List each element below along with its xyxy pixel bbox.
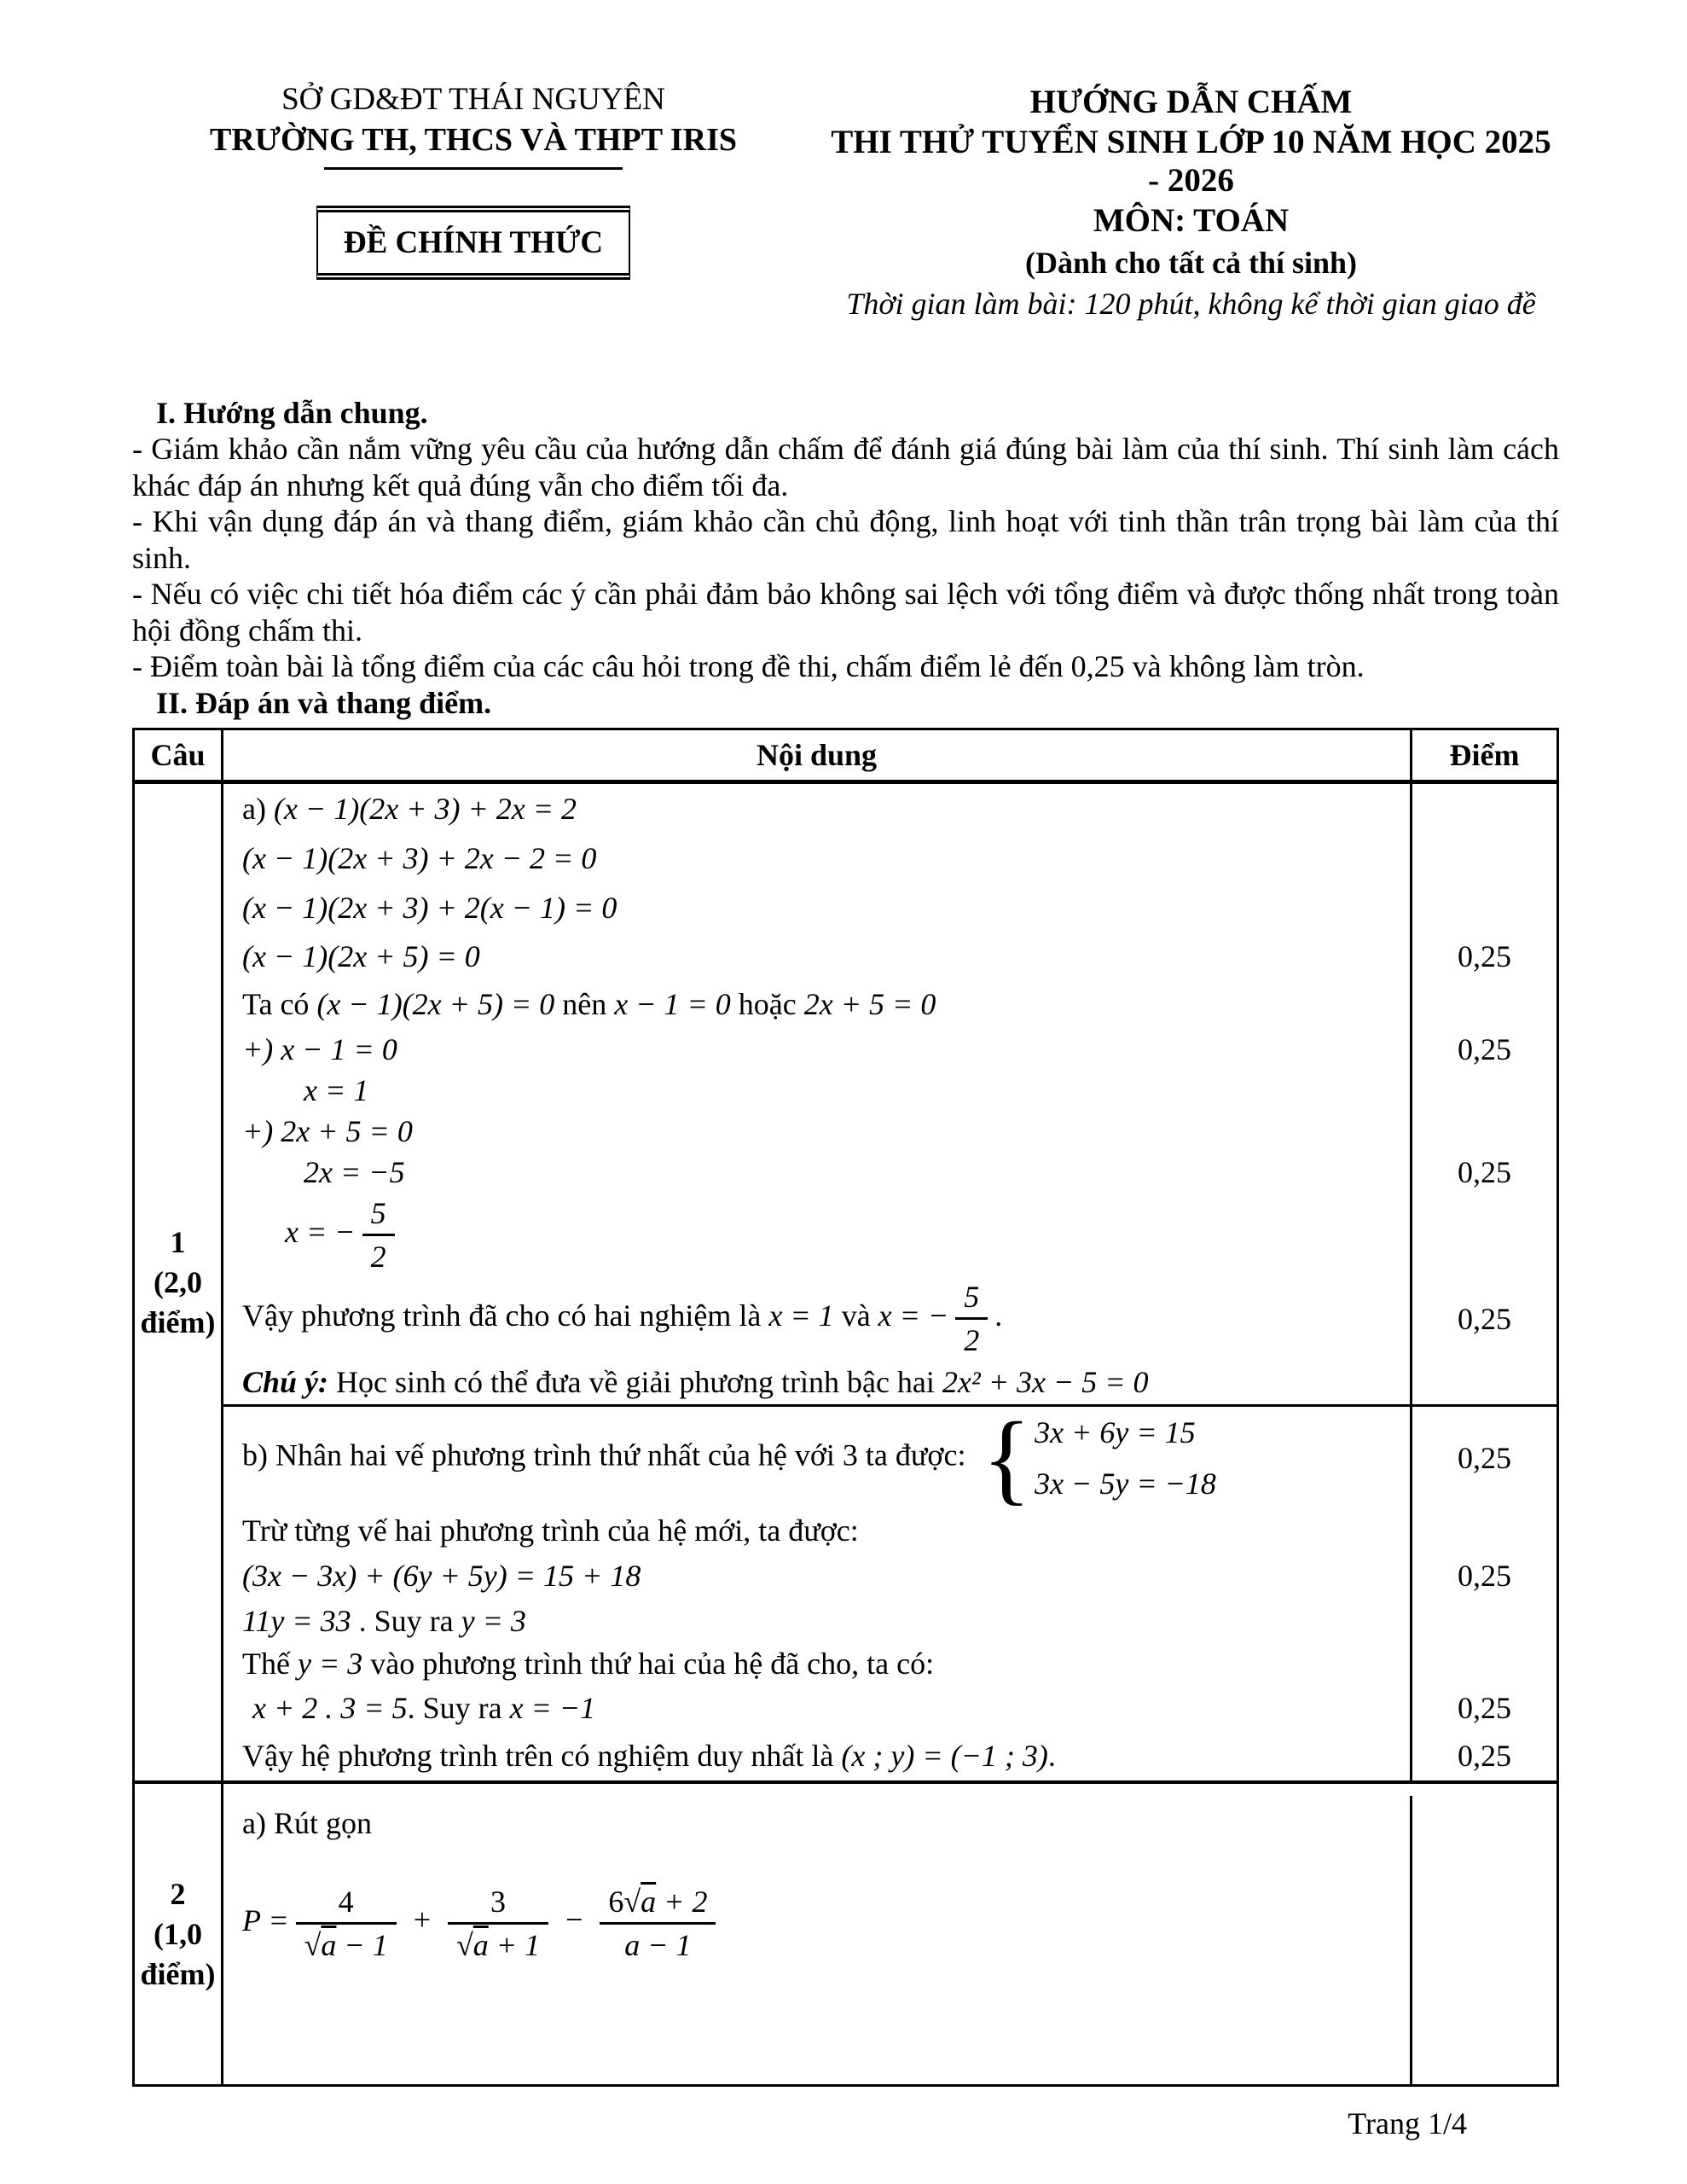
guide-paragraph: - Điểm toàn bài là tổng điểm của các câu hỏi trong đề thi, chấm điểm lẻ đến 0,25 và không làm tròn. xyxy=(132,649,1365,684)
solution-line xyxy=(223,932,1557,980)
fraction-numerator: 3 xyxy=(448,1884,548,1925)
score-cell xyxy=(1410,1995,1557,2084)
math-text: 2x + 5 = 0 xyxy=(803,987,936,1022)
score-cell xyxy=(1410,1153,1557,1192)
question-points: điểm) xyxy=(140,1304,216,1339)
question-number: 2 xyxy=(170,1877,186,1912)
solution-line xyxy=(223,1995,1557,2084)
guide-paragraph: - Nếu có việc chi tiết hóa điểm các ý cần phải đảm bảo không sai lệch với tổng điểm và được thống nhất trong toàn hội đồng chấm thi. xyxy=(132,577,1559,648)
duration-line: Thời gian làm bài: 120 phút, không kể thời gian giao đề xyxy=(846,287,1536,321)
solution-text xyxy=(223,1882,1410,1965)
radicand: a xyxy=(641,1884,657,1919)
radicand: a xyxy=(321,1927,337,1962)
score-cell xyxy=(1410,1110,1557,1153)
text: Trừ từng vế hai phương trình của hệ mới, ta được: xyxy=(242,1513,859,1548)
header-diem: Điểm xyxy=(1410,730,1557,780)
solution-line xyxy=(223,980,1557,1028)
text: Vậy hệ phương trình trên có nghiệm duy nhất là xyxy=(242,1739,842,1774)
math-text: x − 1 = 0 xyxy=(614,987,731,1022)
page-number: Trang 1/4 xyxy=(1348,2106,1467,2141)
radicand: a xyxy=(472,1927,489,1962)
question-number-cell xyxy=(135,784,223,1780)
solution-line xyxy=(223,1796,1557,1850)
solution-line xyxy=(223,883,1557,932)
score-cell xyxy=(1410,1360,1557,1404)
header-cau: Câu xyxy=(135,730,223,780)
question-number: 1 xyxy=(170,1225,186,1260)
solution-line xyxy=(223,784,1557,834)
score-value: 0,25 xyxy=(1458,1155,1511,1190)
solution-text xyxy=(223,1688,1410,1728)
solution-text xyxy=(223,1804,1410,1843)
math-text: x = 1 xyxy=(768,1298,834,1333)
solution-text xyxy=(223,1153,1410,1192)
math-text: (x − 1)(2x + 5) = 0 xyxy=(316,987,555,1022)
fraction-denominator xyxy=(448,1925,548,1963)
table-row-question-2 xyxy=(135,1780,1557,2084)
math-text: (x − 1)(2x + 3) + 2x = 2 xyxy=(273,792,577,827)
text: vào phương trình thứ hai của hệ đã cho, ta có: xyxy=(362,1647,935,1682)
general-guide-section xyxy=(132,395,1559,721)
math-text: (x − 1)(2x + 3) + 2(x − 1) = 0 xyxy=(242,891,617,926)
solution-line xyxy=(223,1028,1557,1071)
subject-line: MÔN: TOÁN xyxy=(1093,202,1290,239)
text: và xyxy=(833,1298,878,1333)
table-header-row xyxy=(135,730,1557,784)
solution-line xyxy=(223,1110,1557,1153)
question-number-cell xyxy=(135,1784,223,2084)
school-name: TRƯỜNG TH, THCS VÀ THPT IRIS xyxy=(209,122,738,158)
math-text: 3x + 6y = 15 xyxy=(1035,1415,1196,1450)
question-points: điểm) xyxy=(140,1956,216,1991)
solution-line xyxy=(223,1071,1557,1110)
fraction-numerator: 5 xyxy=(955,1279,988,1320)
solution-text xyxy=(223,1194,1410,1276)
fraction xyxy=(955,1279,988,1358)
sqrt-radical: √a xyxy=(456,1927,489,1962)
math-text: 2x = −5 xyxy=(304,1155,405,1190)
math-text: − 1 xyxy=(336,1927,388,1962)
score-cell xyxy=(1410,1071,1557,1110)
system-equations xyxy=(1035,1414,1216,1502)
solution-text xyxy=(223,1401,1410,1515)
math-text: x = − xyxy=(878,1298,949,1333)
fraction xyxy=(600,1884,716,1963)
score-cell xyxy=(1410,834,1557,883)
text: Ta có xyxy=(242,987,317,1022)
solution-text xyxy=(223,985,1410,1024)
doc-title: HƯỚNG DẪN CHẤM xyxy=(1029,84,1353,120)
plus-operator: + xyxy=(413,1902,432,1937)
solution-line xyxy=(223,1642,1557,1685)
solution-text xyxy=(223,1556,1410,1595)
answer-table xyxy=(132,728,1559,2087)
solution-text xyxy=(223,937,1410,976)
score-cell xyxy=(1410,1552,1557,1600)
fraction xyxy=(448,1884,548,1963)
guide-paragraph: - Khi vận dụng đáp án và thang điểm, giám khảo cần chủ động, linh hoạt với tinh thần trân trọng bài làm của thí sinh. xyxy=(132,504,1559,575)
text: . xyxy=(1047,1739,1056,1774)
math-text: + 1 xyxy=(488,1927,541,1962)
solution-text xyxy=(223,2038,1410,2042)
score-cell xyxy=(1410,1600,1557,1642)
score-cell xyxy=(1410,932,1557,980)
math-text: +) x − 1 = 0 xyxy=(242,1032,397,1067)
note-label: Chú ý: xyxy=(242,1365,329,1400)
question-points: (1,0 xyxy=(154,1916,202,1951)
math-text: 11y = 33 xyxy=(242,1604,351,1639)
math-text: x = − xyxy=(285,1214,356,1249)
solution-line xyxy=(223,834,1557,883)
question-1-body xyxy=(223,784,1557,1780)
math-text: 3x − 5y = −18 xyxy=(1035,1467,1216,1502)
math-text: 6 xyxy=(608,1884,624,1919)
solution-line xyxy=(223,1509,1557,1552)
math-text: x = 1 xyxy=(304,1073,369,1108)
solution-text xyxy=(223,839,1410,878)
math-text: x + 2 . 3 = 5 xyxy=(252,1691,408,1726)
fraction xyxy=(296,1884,397,1963)
fraction xyxy=(362,1195,395,1275)
part-a-subrow xyxy=(223,1784,1557,2084)
score-cell xyxy=(1410,1731,1557,1780)
math-text: (x − 1)(2x + 3) + 2x − 2 = 0 xyxy=(242,841,597,876)
solution-text xyxy=(223,1112,1410,1151)
item-label: a) xyxy=(242,792,274,827)
guide-heading: I. Hướng dẫn chung. xyxy=(156,396,428,430)
text: Vậy phương trình đã cho có hai nghiệm là xyxy=(242,1298,769,1333)
math-text: P = xyxy=(242,1902,289,1937)
math-text: + 2 xyxy=(656,1884,708,1919)
text: . xyxy=(994,1298,1003,1333)
math-text: (3x − 3x) + (6y + 5y) = 15 + 18 xyxy=(242,1559,641,1594)
sqrt-radical: √a xyxy=(304,1927,337,1962)
score-cell xyxy=(1410,1407,1557,1509)
solution-line xyxy=(223,1401,1557,1515)
solution-text xyxy=(223,1644,1410,1683)
score-cell xyxy=(1410,980,1557,1028)
text: . Suy ra xyxy=(351,1604,461,1639)
item-label: a) Rút gọn xyxy=(242,1806,372,1841)
solution-line xyxy=(223,1850,1557,1995)
part-a-subrow xyxy=(223,784,1557,1404)
math-text: (x − 1)(2x + 5) = 0 xyxy=(242,939,480,974)
score-value: 0,25 xyxy=(1458,1691,1511,1726)
solution-line xyxy=(223,1731,1557,1780)
score-value: 0,25 xyxy=(1458,939,1511,974)
guide-paragraph: - Giám khảo cần nắm vững yêu cầu của hướng dẫn chấm để đánh giá đúng bài làm của thí sinh. Thí sinh làm cách khác đáp án nhưng kết quả đúng vẫn cho điểm tối đa. xyxy=(132,432,1559,502)
audience-line: (Dành cho tất cả thí sinh) xyxy=(1024,246,1358,280)
text: hoặc xyxy=(730,987,804,1022)
solution-line xyxy=(223,1360,1557,1404)
score-cell xyxy=(1410,1192,1557,1277)
fraction-numerator: 4 xyxy=(296,1884,397,1925)
text: b) Nhân hai vế phương trình thứ nhất của hệ với 3 ta được: xyxy=(242,1438,974,1472)
solution-text xyxy=(223,789,1410,828)
solution-line xyxy=(223,1600,1557,1642)
fraction-denominator xyxy=(296,1925,397,1963)
math-text: x = −1 xyxy=(509,1691,596,1726)
math-text: y = 3 xyxy=(461,1604,526,1639)
solution-text xyxy=(223,1030,1410,1069)
score-value: 0,25 xyxy=(1458,1441,1511,1476)
header-noidung: Nội dung xyxy=(756,738,878,773)
solution-line xyxy=(223,1685,1557,1731)
official-exam-box: ĐỀ CHÍNH THỨC xyxy=(316,206,630,280)
score-cell xyxy=(1410,1796,1557,1850)
score-cell xyxy=(1410,883,1557,932)
header-right-block xyxy=(815,81,1559,322)
score-cell xyxy=(1410,1642,1557,1685)
solution-text xyxy=(223,888,1410,927)
score-value: 0,25 xyxy=(1458,1301,1511,1336)
page-header xyxy=(132,81,1559,322)
table-row-question-1 xyxy=(135,784,1557,1780)
fraction-numerator xyxy=(600,1884,716,1925)
solution-text xyxy=(223,1071,1410,1110)
question-2-body xyxy=(223,1784,1557,2084)
system-brace: { xyxy=(982,1401,1032,1515)
fraction-denominator: a − 1 xyxy=(624,1927,692,1962)
solution-line xyxy=(223,1552,1557,1600)
score-cell xyxy=(1410,1685,1557,1731)
score-cell xyxy=(1410,1850,1557,1995)
score-value: 0,25 xyxy=(1458,1032,1511,1067)
score-value: 0,25 xyxy=(1458,1739,1511,1774)
solution-line xyxy=(223,1192,1557,1277)
fraction-denominator: 2 xyxy=(964,1323,980,1358)
fraction-numerator: 5 xyxy=(362,1195,395,1236)
header-left-block xyxy=(132,81,815,322)
solution-text xyxy=(223,1736,1410,1775)
answer-key-heading: II. Đáp án và thang điểm. xyxy=(156,685,492,720)
math-text: 2x² + 3x − 5 = 0 xyxy=(942,1365,1149,1400)
text: . Suy ra xyxy=(407,1691,510,1726)
exam-title: THI THỬ TUYỂN SINH LỚP 10 NĂM HỌC 2025 - 2026 xyxy=(831,124,1551,199)
score-cell xyxy=(1410,1509,1557,1552)
solution-text xyxy=(223,1601,1410,1641)
sqrt-radical: √a xyxy=(623,1884,657,1919)
solution-line xyxy=(223,1277,1557,1360)
solution-text xyxy=(223,1362,1410,1402)
text: nên xyxy=(554,987,615,1022)
score-value: 0,25 xyxy=(1458,1559,1511,1594)
fraction-denominator: 2 xyxy=(370,1239,386,1274)
part-b-subrow xyxy=(223,1401,1557,1780)
math-text: y = 3 xyxy=(297,1647,363,1682)
score-cell xyxy=(1410,784,1557,834)
solution-line xyxy=(223,1153,1557,1192)
text: Học sinh có thể đưa về giải phương trình bậc hai xyxy=(328,1365,942,1400)
score-cell xyxy=(1410,1277,1557,1360)
minus-operator: − xyxy=(565,1902,583,1937)
equation-system xyxy=(982,1401,1216,1515)
score-cell xyxy=(1410,1028,1557,1071)
math-text: (x ; y) = (−1 ; 3) xyxy=(841,1739,1048,1774)
math-text: +) 2x + 5 = 0 xyxy=(242,1114,413,1149)
department-name: SỞ GD&ĐT THÁI NGUYÊN xyxy=(281,82,665,117)
question-points: (2,0 xyxy=(154,1264,202,1299)
solution-text xyxy=(223,1277,1410,1360)
text: Thế xyxy=(242,1647,298,1682)
solution-text xyxy=(223,1511,1410,1550)
